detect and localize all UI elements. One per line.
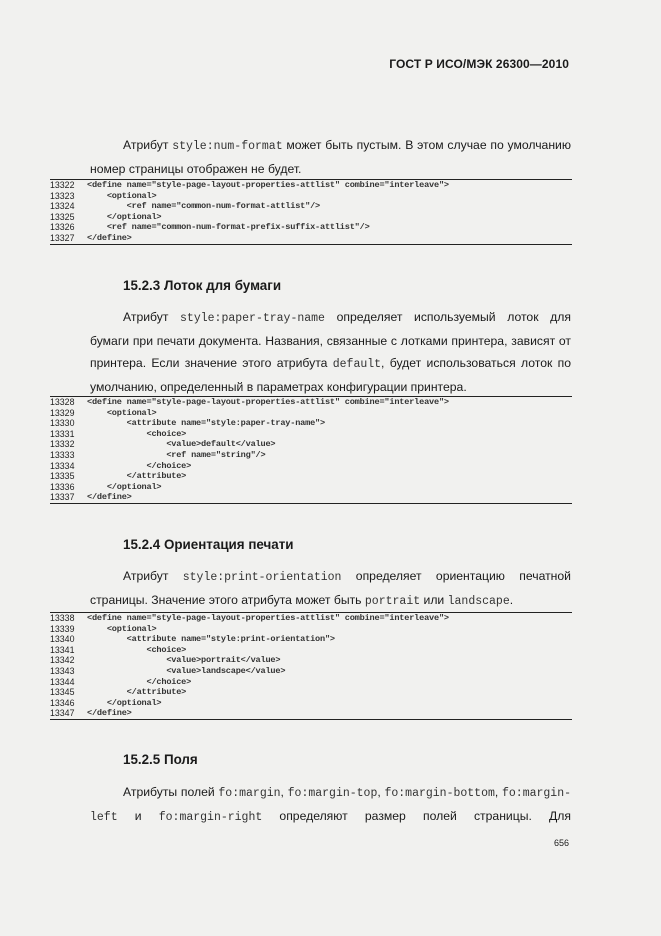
code-text: <define name="style-page-layout-properties-attlist" combine="interleave">	[87, 613, 449, 623]
code-line	[50, 492, 572, 503]
code-text: <value>default</value>	[87, 439, 276, 450]
code-text: <optional>	[87, 190, 157, 201]
code-text: </define>	[87, 232, 132, 243]
inline-code: style:paper-tray-name	[180, 312, 325, 325]
code-line	[50, 233, 572, 244]
code-text: <ref name="string"/>	[87, 449, 266, 460]
code-line	[50, 222, 572, 233]
line-number: 13337	[50, 492, 75, 503]
code-line	[50, 613, 572, 624]
code-line	[50, 408, 572, 419]
inline-code: portrait	[364, 595, 421, 608]
code-text: <value>portrait</value>	[87, 655, 281, 666]
code-text: <choice>	[87, 428, 187, 439]
code-line	[50, 450, 572, 461]
code-text: </optional>	[87, 211, 162, 222]
paragraph-margins: Атрибуты полей fo:margin, fo:margin-top, fo:margin-bottom, fo:margin-left и fo:margin-right определяют размер полей страницы. Для	[90, 785, 572, 824]
code-line	[50, 666, 572, 677]
code-line	[50, 180, 572, 191]
inline-code: default	[332, 358, 382, 371]
code-text: <define name="style-page-layout-properties-attlist" combine="interleave">	[87, 397, 449, 407]
line-number: 13322	[50, 180, 75, 190]
code-text: <attribute name="style:paper-tray-name">	[87, 418, 325, 429]
code-text: <value>landscape</value>	[87, 665, 286, 676]
code-text: <ref name="common-num-format-prefix-suffix-attlist"/>	[87, 222, 370, 233]
page-number: 656	[553, 838, 569, 848]
code-line	[50, 698, 572, 709]
code-line	[50, 397, 572, 408]
code-text: <ref name="common-num-format-attlist"/>	[87, 201, 320, 212]
code-line	[50, 439, 572, 450]
line-number: 13332	[50, 439, 75, 450]
code-line	[50, 687, 572, 698]
code-text: </attribute>	[87, 687, 187, 698]
line-number: 13341	[50, 644, 75, 655]
inline-code: fo:margin-bottom	[384, 787, 495, 800]
section-heading: 15.2.5 Поля	[123, 752, 198, 767]
code-line	[50, 212, 572, 223]
line-number: 13329	[50, 407, 75, 418]
line-number: 13335	[50, 471, 75, 482]
code-line	[50, 482, 572, 493]
code-text: <optional>	[87, 407, 157, 418]
line-number: 13323	[50, 190, 75, 201]
code-line	[50, 655, 572, 666]
line-number: 13325	[50, 211, 75, 222]
section-heading: 15.2.4 Ориентация печати	[123, 537, 294, 552]
line-number: 13345	[50, 687, 75, 698]
code-text: </attribute>	[87, 471, 187, 482]
paragraph-num-format: Атрибут style:num-format может быть пустым. В этом случае по умолчанию номер страницы отображен не будет.	[90, 138, 572, 176]
line-number: 13342	[50, 655, 75, 666]
inline-code: fo:margin-left	[90, 787, 572, 824]
code-text: <attribute name="style:print-orientation">	[87, 634, 335, 645]
inline-code: style:num-format	[172, 140, 283, 153]
line-number: 13327	[50, 232, 75, 243]
line-number: 13333	[50, 449, 75, 460]
line-number: 13336	[50, 481, 75, 492]
code-block-num-format	[50, 179, 572, 245]
code-block-print-orientation	[50, 612, 572, 720]
line-number: 13344	[50, 676, 75, 687]
standard-header: ГОСТ Р ИСО/МЭК 26300—2010	[389, 57, 569, 71]
line-number: 13343	[50, 665, 75, 676]
line-number: 13346	[50, 697, 75, 708]
code-block-paper-tray	[50, 396, 572, 504]
code-text: </optional>	[87, 481, 162, 492]
code-line	[50, 201, 572, 212]
section-heading: 15.2.3 Лоток для бумаги	[123, 278, 282, 293]
code-text: <choice>	[87, 644, 187, 655]
code-line	[50, 624, 572, 635]
inline-code: fo:margin-top	[287, 787, 378, 800]
line-number: 13339	[50, 623, 75, 634]
line-number: 13328	[50, 397, 75, 407]
code-line	[50, 418, 572, 429]
code-line	[50, 191, 572, 202]
code-text: </define>	[87, 492, 132, 503]
code-line	[50, 634, 572, 645]
code-text: </choice>	[87, 460, 192, 471]
line-number: 13338	[50, 613, 75, 623]
inline-code: fo:margin-right	[158, 811, 263, 824]
line-number: 13324	[50, 201, 75, 212]
inline-code: fo:margin	[218, 787, 281, 800]
code-line	[50, 429, 572, 440]
code-text: </define>	[87, 708, 132, 719]
code-text: <define name="style-page-layout-properties-attlist" combine="interleave">	[87, 180, 449, 190]
code-line	[50, 677, 572, 688]
code-line	[50, 645, 572, 656]
line-number: 13340	[50, 634, 75, 645]
paragraph-print-orientation: Атрибут style:print-orientation определяет ориентацию печатной страницы. Значение этого атрибута может быть portrait или landscape.	[90, 569, 571, 608]
line-number: 13326	[50, 222, 75, 233]
line-number: 13334	[50, 460, 75, 471]
code-text: </optional>	[87, 697, 162, 708]
line-number: 13330	[50, 418, 75, 429]
line-number: 13347	[50, 708, 75, 719]
inline-code: landscape	[447, 595, 510, 608]
code-line	[50, 471, 572, 482]
code-text: <optional>	[87, 623, 157, 634]
code-line	[50, 708, 572, 719]
inline-code: style:print-orientation	[182, 571, 342, 584]
code-line	[50, 461, 572, 472]
line-number: 13331	[50, 428, 75, 439]
code-text: </choice>	[87, 676, 192, 687]
paragraph-paper-tray: Атрибут style:paper-tray-name определяет используемый лоток для бумаги при печати документа. Названия, связанные с лотками принтера, зависят от принтера. Если значение этого атрибута default, будет использоваться лоток по умолчанию, определенный в параметрах конфигурации принтера.	[90, 310, 571, 394]
